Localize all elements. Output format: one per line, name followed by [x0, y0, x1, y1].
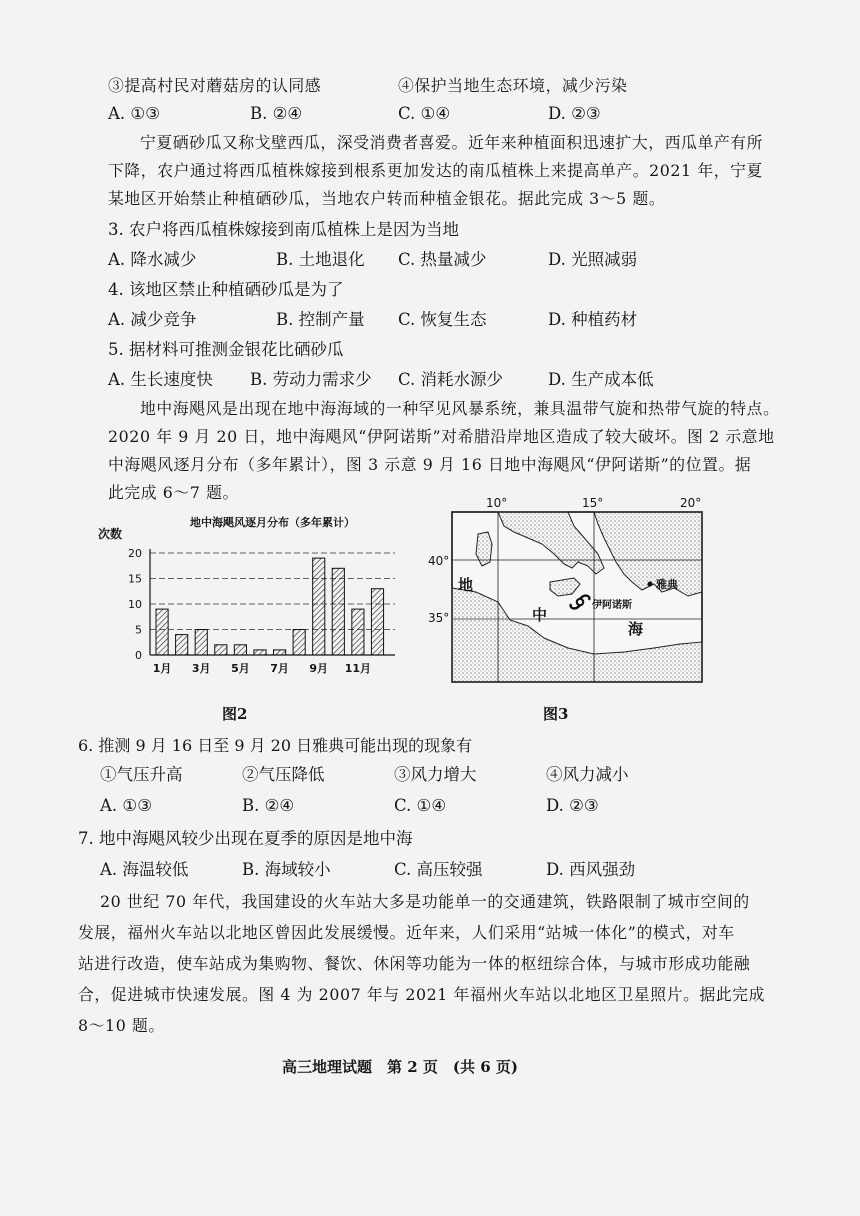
- figure-2-caption: 图2: [222, 705, 248, 723]
- option-item-4: ④保护当地生态环境，减少污染: [398, 76, 628, 95]
- lon-label-10: 10°: [486, 496, 508, 510]
- material1-line: 宁夏硒砂瓜又称戈壁西瓜，深受消费者喜爱。近年来种植面积迅速扩大，西瓜单产有所: [140, 133, 764, 152]
- q4-choice-a: A. 减少竞争: [108, 310, 197, 329]
- chart-bar-7月: [274, 650, 286, 655]
- material2-line: 2020 年 9 月 20 日，地中海飓风“伊阿诺斯”对希腊沿岸地区造成了较大破坏。图 2 示意地: [108, 427, 775, 446]
- choice-b: B. ②④: [250, 104, 303, 123]
- chart-bar-1月: [156, 609, 168, 655]
- q3-choice-c: C. 热量减少: [398, 250, 487, 269]
- question-4-stem: 4. 该地区禁止种植硒砂瓜是为了: [108, 280, 344, 299]
- q6-item-1: ①气压升高: [100, 765, 183, 784]
- material3-line: 8～10 题。: [78, 1016, 165, 1035]
- figure-3-caption: 图3: [543, 705, 569, 723]
- material3-line: 发展，福州火车站以北地区曾因此发展缓慢。近年来，人们采用“站城一体化”的模式，对车: [78, 923, 735, 942]
- chart-y-tick-label: 15: [128, 572, 142, 586]
- material1-line: 下降，农户通过将西瓜植株嫁接到根系更加发达的南瓜植株上来提高单产。2021 年，宁夏: [108, 161, 763, 180]
- q5-choice-c: C. 消耗水源少: [398, 370, 504, 389]
- q6-item-2: ②气压降低: [242, 765, 325, 784]
- q7-choice-c: C. 高压较强: [394, 860, 483, 879]
- chart-x-tick-label: 5月: [231, 662, 250, 675]
- chart-bar-12月: [371, 589, 383, 655]
- q6-item-4: ④风力减小: [546, 765, 629, 784]
- q5-choice-d: D. 生产成本低: [548, 370, 654, 389]
- lat-label-40: 40°: [428, 554, 450, 568]
- chart-y-axis-label: 次数: [98, 527, 123, 541]
- q4-choice-b: B. 控制产量: [276, 310, 365, 329]
- q4-choice-d: D. 种植药材: [548, 310, 638, 329]
- chart-bar-10月: [332, 568, 344, 655]
- question-6-stem: 6. 推测 9 月 16 日至 9 月 20 日雅典可能出现的现象有: [78, 736, 473, 755]
- q5-choice-b: B. 劳动力需求少: [250, 370, 372, 389]
- lon-label-15: 15°: [582, 496, 604, 510]
- chart-x-tick-label: 11月: [344, 662, 372, 675]
- chart-title: 地中海飓风逐月分布（多年累计）: [190, 516, 355, 529]
- question-5-stem: 5. 据材料可推测金银花比硒砂瓜: [108, 340, 344, 359]
- material2-line: 地中海飓风是出现在地中海海域的一种罕见风暴系统，兼具温带气旋和热带气旋的特点。: [140, 399, 780, 418]
- chart-y-tick-label: 5: [135, 623, 142, 637]
- map-sea-char: 中: [532, 606, 548, 624]
- mediterranean-map: [418, 492, 718, 692]
- material2-line: 中海飓风逐月分布（多年累计），图 3 示意 9 月 16 日地中海飓风“伊阿诺斯”的位置。据: [108, 455, 752, 474]
- chart-x-tick-label: 3月: [191, 662, 211, 675]
- chart-bar-8月: [293, 630, 305, 656]
- q3-choice-d: D. 光照减弱: [548, 250, 638, 269]
- material1-line: 某地区开始禁止种植硒砂瓜，当地农户转而种植金银花。据此完成 3～5 题。: [108, 189, 666, 208]
- chart-x-tick-label: 9月: [309, 662, 329, 675]
- q6-choice-a: A. ①③: [100, 796, 152, 815]
- q7-choice-d: D. 西风强劲: [546, 860, 636, 879]
- q7-choice-a: A. 海温较低: [100, 860, 189, 879]
- chart-y-tick-label: 20: [128, 547, 142, 560]
- athens-marker: [648, 582, 653, 587]
- chart-bar-11月: [352, 609, 364, 655]
- chart-x-tick-label: 1月: [152, 662, 172, 675]
- chart-bar-5月: [234, 645, 246, 655]
- q6-choice-d: D. ②③: [546, 796, 599, 815]
- q5-choice-a: A. 生长速度快: [108, 370, 213, 389]
- monthly-hurricane-bar-chart: [90, 512, 410, 692]
- material3-line: 20 世纪 70 年代，我国建设的火车站大多是功能单一的交通建筑，铁路限制了城市空间的: [100, 892, 750, 911]
- chart-bar-3月: [195, 630, 207, 656]
- map-sea-char: 地: [458, 576, 474, 594]
- storm-label: 伊阿诺斯: [592, 600, 632, 611]
- q7-choice-b: B. 海域较小: [242, 860, 331, 879]
- material2-line: 此完成 6～7 题。: [108, 483, 239, 502]
- q3-choice-b: B. 土地退化: [276, 250, 365, 269]
- option-item-3: ③提高村民对蘑菇房的认同感: [108, 76, 322, 95]
- chart-bar-9月: [313, 558, 325, 655]
- lat-label-35: 35°: [428, 611, 450, 625]
- choice-c: C. ①④: [398, 104, 451, 123]
- q6-item-3: ③风力增大: [394, 765, 477, 784]
- q6-choice-c: C. ①④: [394, 796, 447, 815]
- lon-label-20: 20°: [680, 496, 702, 510]
- athens-label: 雅典: [656, 578, 678, 591]
- question-7-stem: 7. 地中海飓风较少出现在夏季的原因是地中海: [78, 829, 413, 848]
- chart-y-tick-label: 0: [135, 649, 142, 662]
- chart-x-tick-label: 7月: [270, 662, 289, 675]
- choice-a: A. ①③: [108, 104, 160, 123]
- material3-line: 站进行改造，使车站成为集购物、餐饮、休闲等功能为一体的枢纽综合体，与城市形成功能融: [78, 954, 751, 973]
- q6-choice-b: B. ②④: [242, 796, 295, 815]
- chart-bar-6月: [254, 650, 266, 655]
- q4-choice-c: C. 恢复生态: [398, 310, 487, 329]
- chart-bar-2月: [176, 635, 188, 655]
- chart-y-tick-label: 10: [128, 598, 142, 611]
- q3-choice-a: A. 降水减少: [108, 250, 197, 269]
- material3-line: 合，促进城市快速发展。图 4 为 2007 年与 2021 年福州火车站以北地区卫星照片。据此完成: [78, 985, 766, 1004]
- map-sea-char: 海: [628, 620, 644, 638]
- chart-bar-4月: [215, 645, 227, 655]
- question-3-stem: 3. 农户将西瓜植株嫁接到南瓜植株上是因为当地: [108, 220, 459, 239]
- page-footer: 高三地理试题 第 2 页 (共 6 页): [282, 1058, 518, 1076]
- choice-d: D. ②③: [548, 104, 601, 123]
